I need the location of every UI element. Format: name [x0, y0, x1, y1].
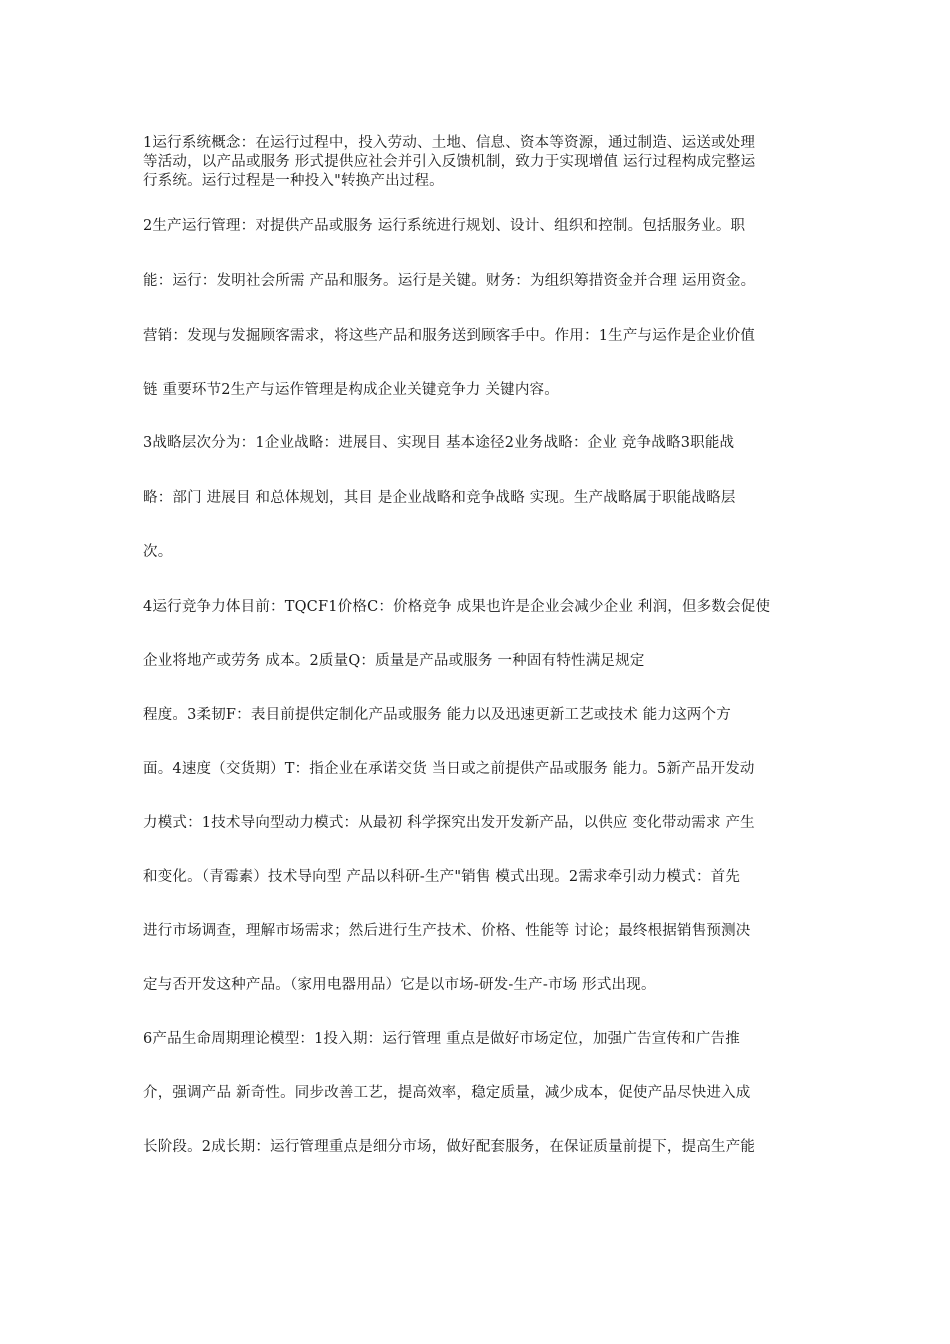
text-line: 3战略层次分为：1企业战略：进展目、实现目 基本途径2业务战略：企业 竞争战略3职能战 [143, 435, 735, 451]
text-line: 面。4速度（交货期）T：指企业在承诺交货 当日或之前提供产品或服务 能力。5新产品开发动 [143, 761, 755, 777]
text-line: 介，强调产品 新奇性。同步改善工艺，提高效率，稳定质量，减少成本，促使产品尽快进入成 [143, 1085, 751, 1101]
text-line: 力模式：1技术导向型动力模式：从最初 科学探究出发开发新产品，以供应 变化带动需求 产生 [143, 815, 755, 831]
text-line: 营销：发现与发掘顾客需求，将这些产品和服务送到顾客手中。作用：1生产与运作是企业价值 [143, 328, 756, 344]
text-line: 行系统。运行过程是一种投入"转换产出过程。 [143, 173, 444, 189]
text-line: 1运行系统概念：在运行过程中，投入劳动、土地、信息、资本等资源，通过制造、运送或处理 [143, 135, 756, 151]
text-line: 和变化。（青霉素）技术导向型 产品以科研-生产"销售 模式出现。2需求牵引动力模式：首先 [143, 869, 741, 885]
text-line: 进行市场调查，理解市场需求；然后进行生产技术、价格、性能等 讨论；最终根据销售预测决 [143, 923, 751, 939]
text-line: 2生产运行管理：对提供产品或服务 运行系统进行规划、设计、组织和控制。包括服务业。职 [143, 218, 746, 234]
text-line: 链 重要环节2生产与运作管理是构成企业关键竞争力 关键内容。 [143, 382, 559, 398]
text-line: 次。 [143, 544, 173, 560]
text-line: 6产品生命周期理论模型：1投入期：运行管理 重点是做好市场定位，加强广告宣传和广告推 [143, 1031, 740, 1047]
text-line: 定与否开发这种产品。（家用电器用品）它是以市场-研发-生产-市场 形式出现。 [143, 977, 656, 993]
text-line: 能：运行：发明社会所需 产品和服务。运行是关键。财务：为组织筹措资金并合理 运用资金。 [143, 273, 756, 289]
text-line: 略：部门 进展目 和总体规划，其目 是企业战略和竞争战略 实现。生产战略属于职能战略层 [143, 490, 736, 506]
text-line: 4运行竞争力体目前：TQCF1价格C：价格竞争 成果也许是企业会减少企业 利润，但多数会促使 [143, 599, 771, 615]
text-line: 程度。3柔韧F：表目前提供定制化产品或服务 能力以及迅速更新工艺或技术 能力这两个方 [143, 707, 731, 723]
text-line: 等活动，以产品或服务 形式提供应社会并引入反馈机制，致力于实现增值 运行过程构成完整运 [143, 154, 756, 170]
text-line: 长阶段。2成长期：运行管理重点是细分市场，做好配套服务，在保证质量前提下，提高生产能 [143, 1139, 756, 1155]
text-line: 企业将地产或劳务 成本。2质量Q：质量是产品或服务 一种固有特性满足规定 [143, 653, 645, 669]
